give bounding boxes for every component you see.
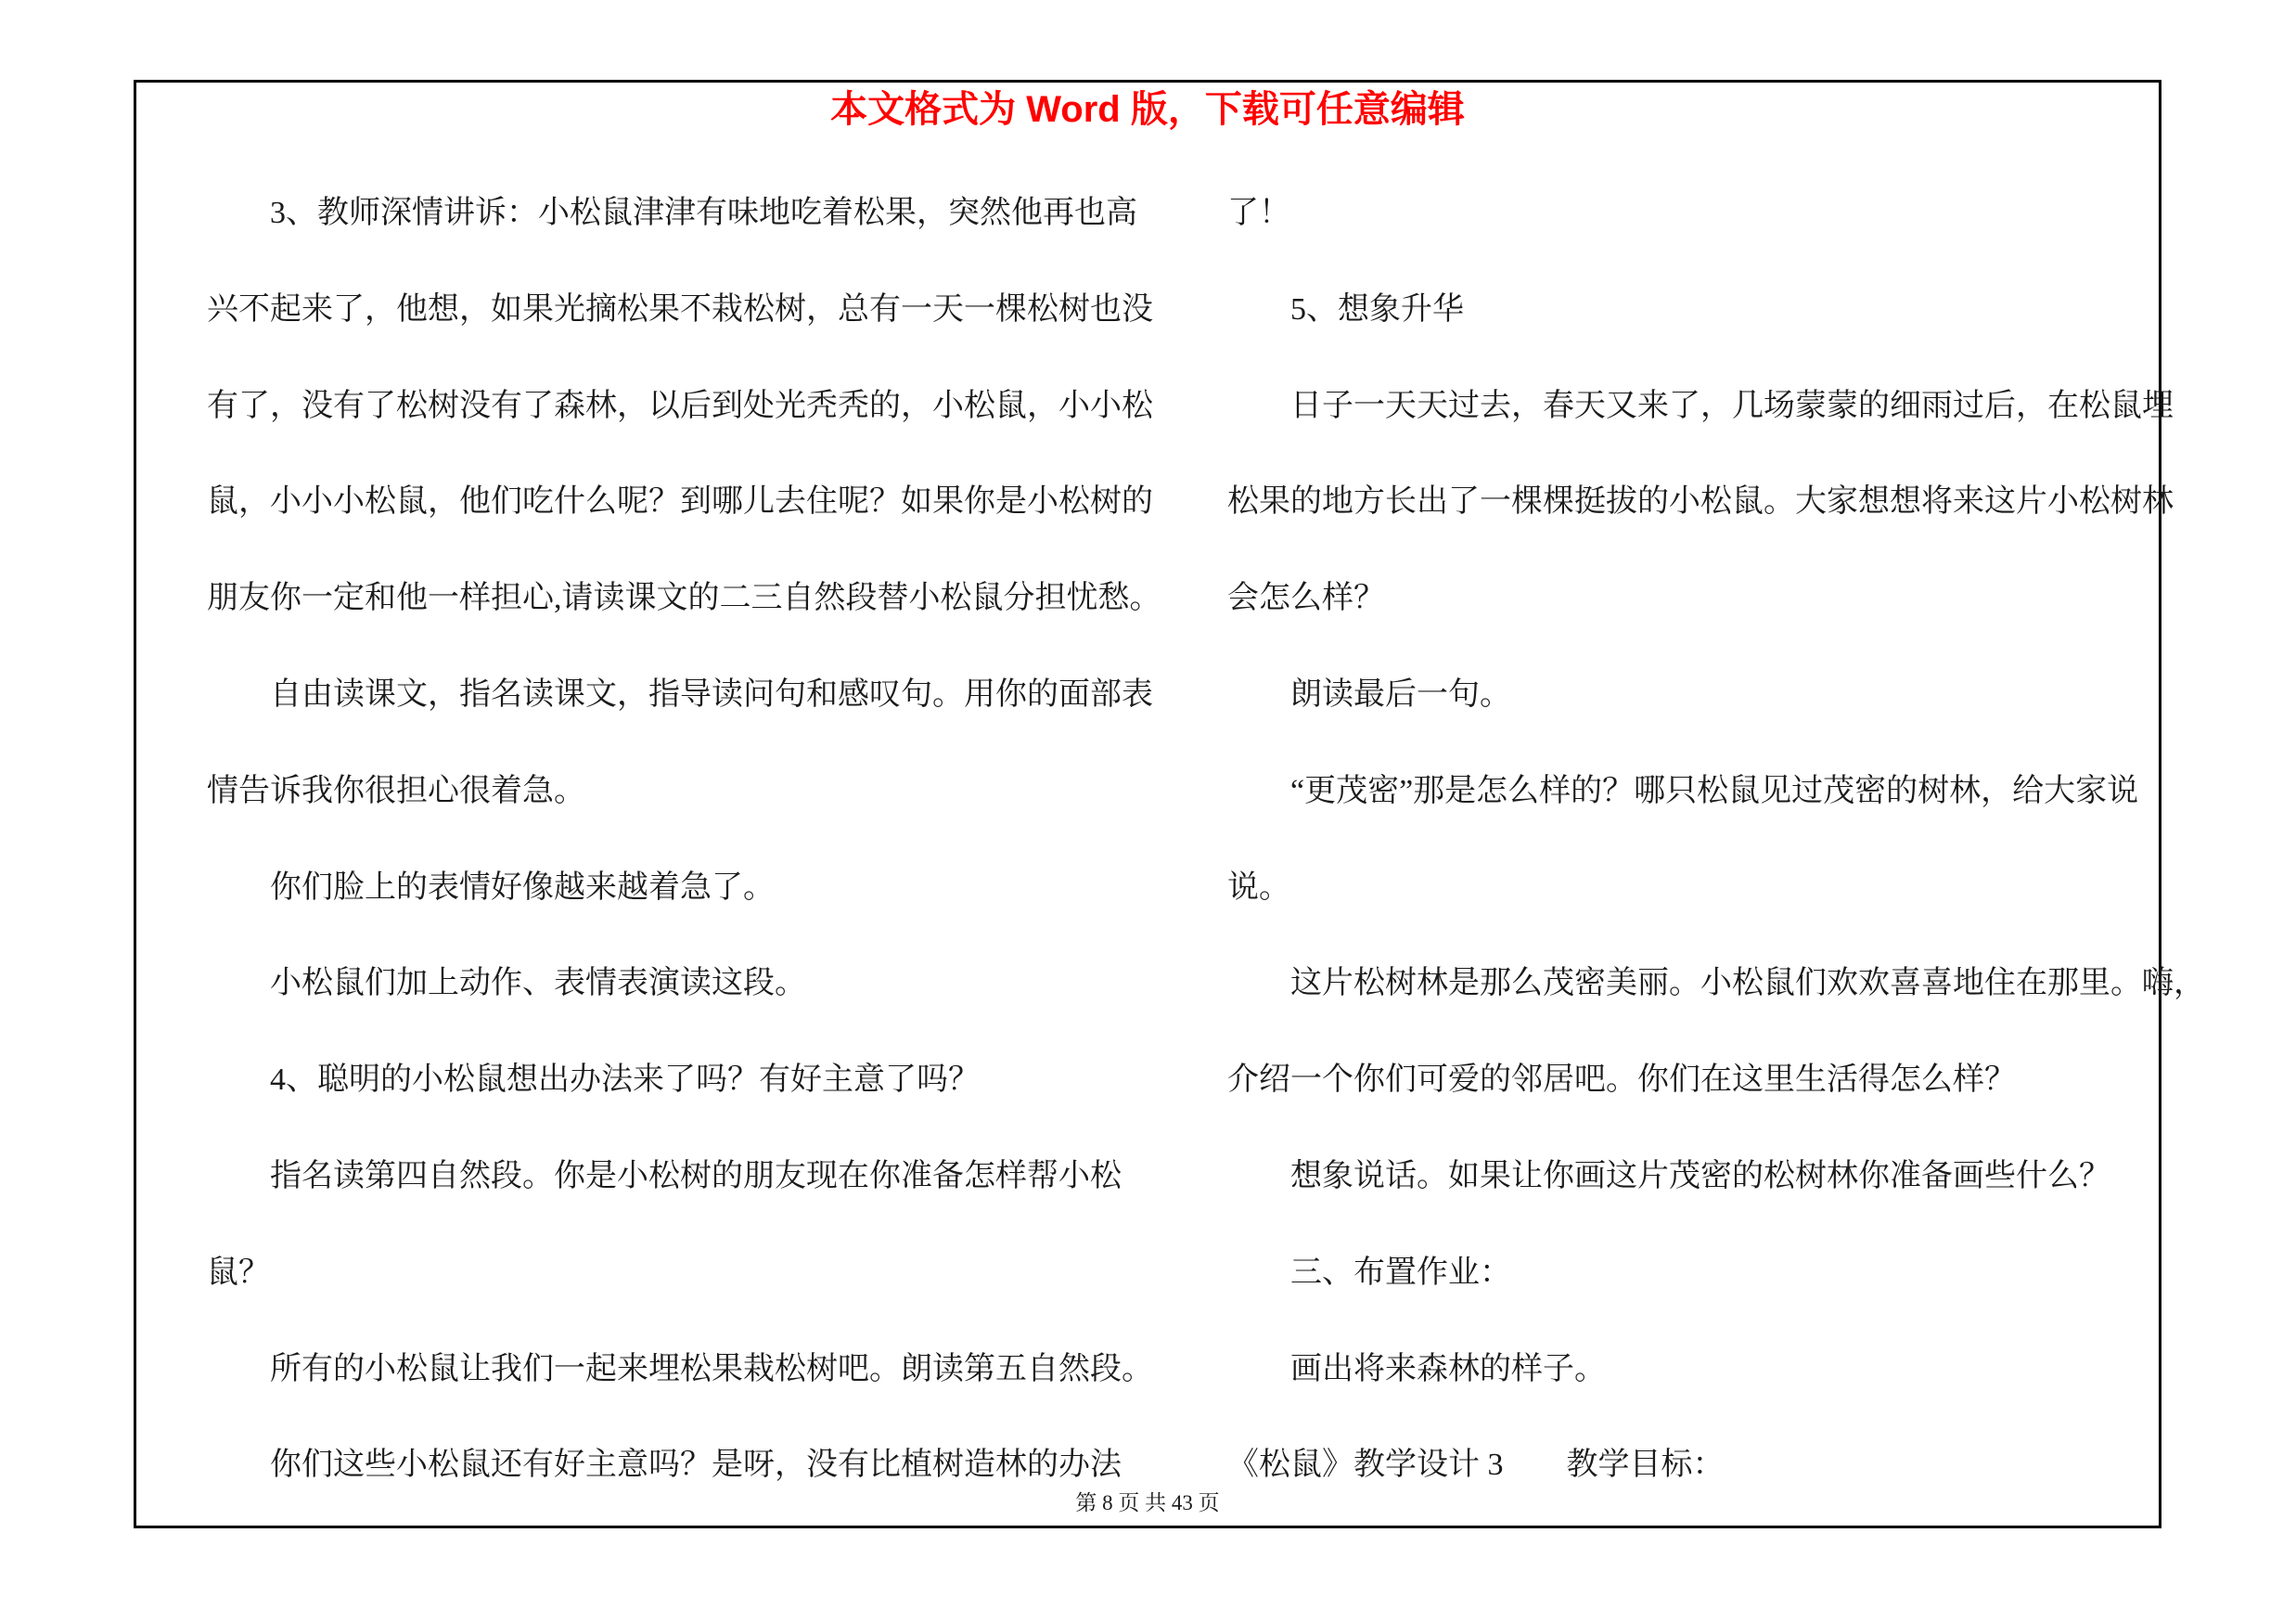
text-line: “更茂密”那是怎么样的？哪只松鼠见过茂密的树林，给大家说 (1290, 773, 2139, 808)
text-line: 这片松树林是那么茂密美丽。小松鼠们欢欢喜喜地住在那里。嗨， (1290, 966, 2205, 1001)
text-line: 所有的小松鼠让我们一起来埋松果栽松树吧。朗读第五自然段。 (270, 1351, 1153, 1386)
text-line: 鼠？ (207, 1255, 270, 1290)
header-notice: 本文格式为 Word 版，下载可任意编辑 (830, 89, 1465, 130)
text-line: 情告诉我你很担心很着急。 (207, 773, 585, 808)
left-text-column (207, 165, 1172, 1514)
text-line: 4、聪明的小松鼠想出办法来了吗？有好主意了吗？ (270, 1063, 980, 1098)
text-line: 三、布置作业： (1290, 1255, 1511, 1290)
text-line: 鼠，小小小松鼠，他们吃什么呢？到哪儿去住呢？如果你是小松树的 (207, 484, 1153, 520)
text-line: 《松鼠》教学设计 3 教学目标： (1227, 1448, 1725, 1483)
text-line: 日子一天天过去，春天又来了，几场蒙蒙的细雨过后，在松鼠埋 (1290, 388, 2174, 423)
text-line: 会怎么样？ (1227, 581, 1385, 616)
text-line: 小松鼠们加上动作、表情表演读这段。 (270, 966, 806, 1001)
text-line: 3、教师深情讲诉：小松鼠津津有味地吃着松果，突然他再也高 (270, 196, 1137, 230)
text-line: 兴不起来了，他想，如果光摘松果不栽松树，总有一天一棵松树也没 (207, 291, 1153, 327)
text-line: 自由读课文，指名读课文，指导读问句和感叹句。用你的面部表 (270, 676, 1153, 712)
text-line: 你们这些小松鼠还有好主意吗？是呀，没有比植树造林的办法 (270, 1448, 1122, 1483)
text-line: 说。 (1227, 869, 1290, 905)
text-line: 想象说话。如果让你画这片茂密的松树林你准备画些什么？ (1290, 1158, 2110, 1193)
text-line: 朋友你一定和他一样担心,请读课文的二三自然段替小松鼠分担忧愁。 (207, 581, 1161, 616)
text-line: 有了，没有了松树没有了森林，以后到处光秃秃的，小松鼠，小小松 (207, 388, 1153, 423)
text-line: 朗读最后一句。 (1290, 676, 1511, 712)
footer-page-indicator: 第 8 页 共 43 页 (1075, 1491, 1220, 1514)
text-line: 松果的地方长出了一棵棵挺拔的小松鼠。大家想想将来这片小松树林 (1227, 484, 2174, 520)
text-line: 了！ (1227, 196, 1290, 230)
text-line: 你们脸上的表情好像越来越着急了。 (270, 869, 775, 905)
text-line: 画出将来森林的样子。 (1290, 1351, 1606, 1386)
text-line: 介绍一个你们可爱的邻居吧。你们在这里生活得怎么样？ (1227, 1063, 2016, 1098)
text-line: 指名读第四自然段。你是小松树的朋友现在你准备怎样帮小松 (270, 1158, 1122, 1193)
text-line: 5、想象升华 (1290, 291, 1464, 327)
document-page-frame (134, 80, 2205, 1528)
right-text-column (1227, 165, 2205, 1514)
